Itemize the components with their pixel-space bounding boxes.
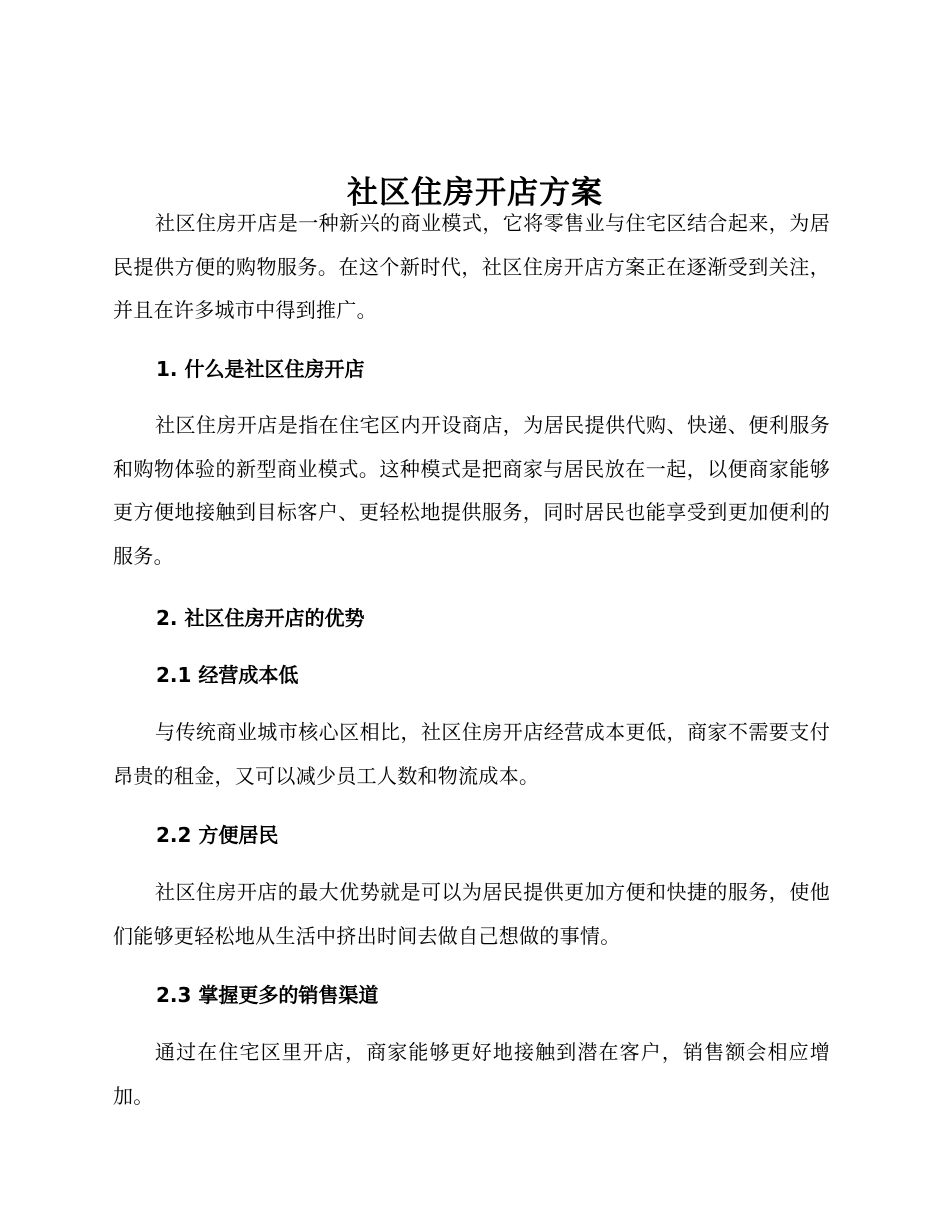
intro-paragraph: 社区住房开店是一种新兴的商业模式，它将零售业与住宅区结合起来，为居民提供方便的购物服务。在这个新时代，社区住房开店方案正在逐渐受到关注，并且在许多城市中得到推广。 xyxy=(113,211,830,322)
document-title: 社区住房开店方案 xyxy=(347,174,603,211)
section-2-2-paragraph: 社区住房开店的最大优势就是可以为居民提供更加方便和快捷的服务，使他们能够更轻松地从生活中挤出时间去做自己想做的事情。 xyxy=(113,880,830,948)
section-2-2-heading: 2.2 方便居民 xyxy=(156,823,279,847)
section-2-heading: 2. 社区住房开店的优势 xyxy=(156,606,365,630)
section-2-1-paragraph: 与传统商业城市核心区相比，社区住房开店经营成本更低，商家不需要支付昂贵的租金，又可以减少员工人数和物流成本。 xyxy=(113,720,830,788)
section-2-1-heading: 2.1 经营成本低 xyxy=(156,663,299,687)
section-2-3-paragraph: 通过在住宅区里开店，商家能够更好地接触到潜在客户，销售额会相应增加。 xyxy=(113,1040,830,1108)
section-1-paragraph: 社区住房开店是指在住宅区内开设商店，为居民提供代购、快递、便利服务和购物体验的新型商业模式。这种模式是把商家与居民放在一起，以便商家能够更方便地接触到目标客户、更轻松地提供服务，同时居民也能享受到更加便利的服务。 xyxy=(113,413,830,568)
section-2-3-heading: 2.3 掌握更多的销售渠道 xyxy=(156,983,379,1007)
section-1-heading: 1. 什么是社区住房开店 xyxy=(156,357,365,381)
